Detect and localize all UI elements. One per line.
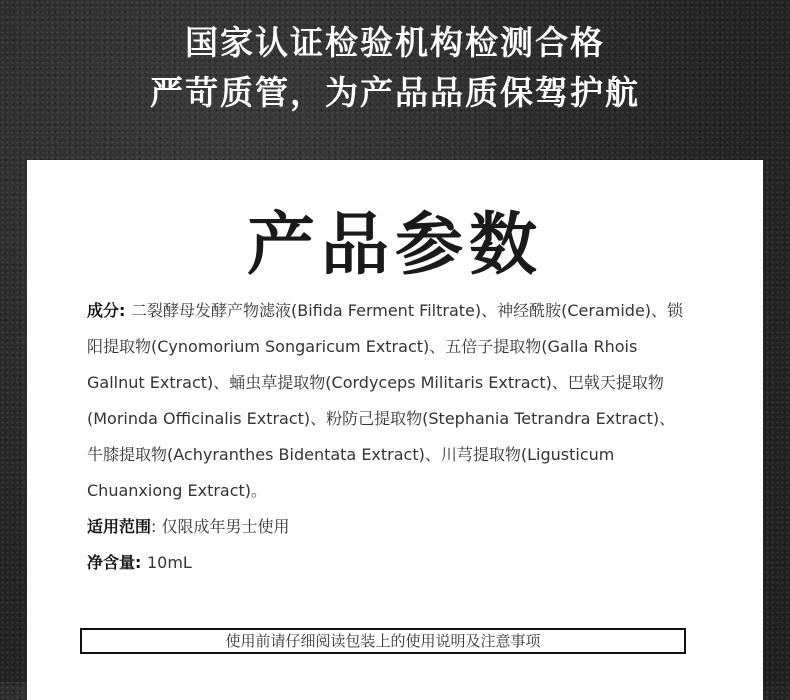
spec-row-ingredients xyxy=(87,293,687,509)
spec-label-usage-scope: 适用范围 xyxy=(87,517,152,536)
spec-value-usage-scope: 仅限成年男士使用 xyxy=(161,517,290,536)
product-parameters-card xyxy=(27,160,763,700)
header-line-1: 国家认证检验机构检测合格 xyxy=(185,23,605,62)
card-title: 产品参数 xyxy=(246,206,543,285)
promo-header xyxy=(0,18,790,118)
spec-label-net-content: 净含量 xyxy=(87,553,136,572)
spec-list xyxy=(87,293,687,581)
usage-notice: 使用前请仔细阅读包装上的使用说明及注意事项 xyxy=(80,628,686,654)
spec-separator: : xyxy=(119,301,131,320)
spec-separator: : xyxy=(151,517,162,536)
header-line-2: 严苛质管，为产品品质保驾护航 xyxy=(150,73,640,112)
spec-label-ingredients: 成分 xyxy=(87,301,120,320)
spec-value-ingredients: 二裂酵母发酵产物滤液(Bifida Ferment Filtrate)、神经酰胺(Ceramide)、锁阳提取物(Cynomorium Songaricum Extract)、五倍子提取物(Galla Rhois Gallnut Extract)、蛹虫草提取物(Cordyceps Militaris Extract)、巴戟天提取物(Morinda Officinalis Extract)、粉防己提取物(Stephania Tetrandra Extract)、牛膝提取物(Achyranthes Bidentata Extract)、川芎提取物(Ligusticum Chuanxiong Extract)。 xyxy=(87,301,684,500)
spec-value-net-content: 10mL xyxy=(146,553,192,572)
spec-separator: : xyxy=(135,553,147,572)
spec-row-net-content xyxy=(87,545,687,581)
spec-row-usage-scope xyxy=(87,509,687,545)
